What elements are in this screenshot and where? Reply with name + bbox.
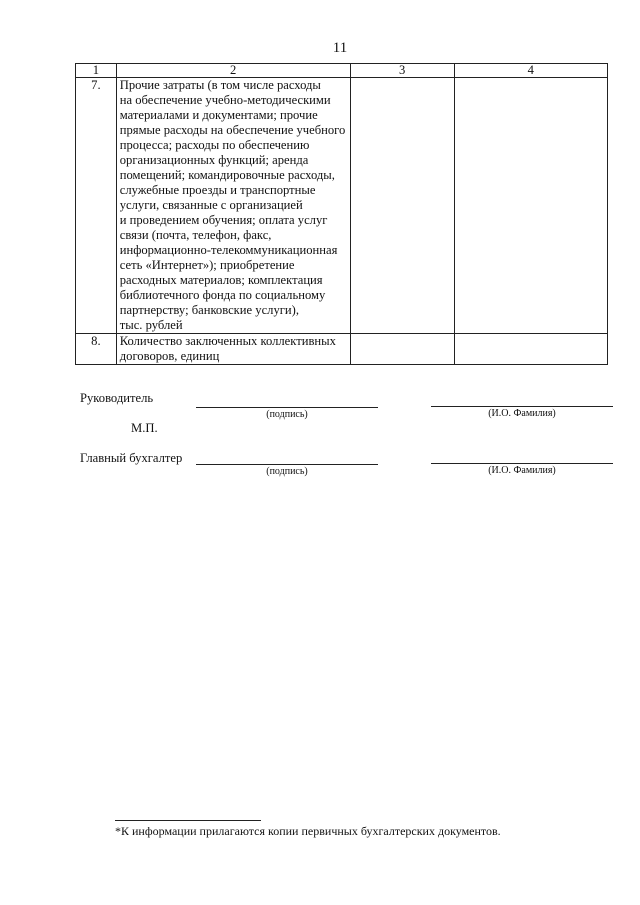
row-value-col4[interactable] — [454, 78, 607, 334]
header-col-3: 3 — [350, 64, 454, 78]
row-description: Прочие затраты (в том числе расходы на обеспечение учебно-методическими материалами и документами; прочие прямые расходы на обеспечение учебного процесса; расходы по обеспечению организационных функций; аренда помещений; командировочные расходы, служебные проезды и транспортные услуги, связанные с организацией и проведением обучения; оплата услуг связи (почта, телефон, факс, информационно-телекоммуникационная сеть «Интернет»); приобретение расходных материалов; комплектация библиотечного фонда по социальному партнерству; банковские услуги), тыс. рублей — [116, 78, 350, 334]
report-table — [75, 63, 608, 365]
accountant-signature-line[interactable] — [196, 464, 378, 465]
accountant-name-caption: (И.О. Фамилия) — [488, 465, 556, 476]
head-signature-caption: (подпись) — [266, 409, 308, 420]
head-label: Руководитель — [80, 391, 154, 405]
row-value-col3[interactable] — [350, 334, 454, 365]
table-row — [76, 78, 608, 334]
accountant-signature-caption: (подпись) — [266, 466, 308, 477]
row-number: 7. — [76, 78, 117, 334]
table-row — [76, 334, 608, 365]
footnote: *К информации прилагаются копии первичных бухгалтерских документов. — [115, 824, 501, 838]
head-name-caption: (И.О. Фамилия) — [488, 408, 556, 419]
head-signature-line[interactable] — [196, 407, 378, 408]
header-col-1: 1 — [76, 64, 117, 78]
row-value-col4[interactable] — [454, 334, 607, 365]
row-value-col3[interactable] — [350, 78, 454, 334]
row-number: 8. — [76, 334, 117, 365]
header-col-2: 2 — [116, 64, 350, 78]
head-name-line[interactable] — [431, 406, 613, 407]
stamp-label: М.П. — [131, 421, 158, 435]
accountant-name-line[interactable] — [431, 463, 613, 464]
table-header-row — [76, 64, 608, 78]
accountant-label: Главный бухгалтер — [80, 451, 183, 465]
page-number: 11 — [332, 40, 348, 56]
footnote-divider — [115, 820, 261, 821]
header-col-4: 4 — [454, 64, 607, 78]
row-description: Количество заключенных коллективных договоров, единиц — [116, 334, 350, 365]
